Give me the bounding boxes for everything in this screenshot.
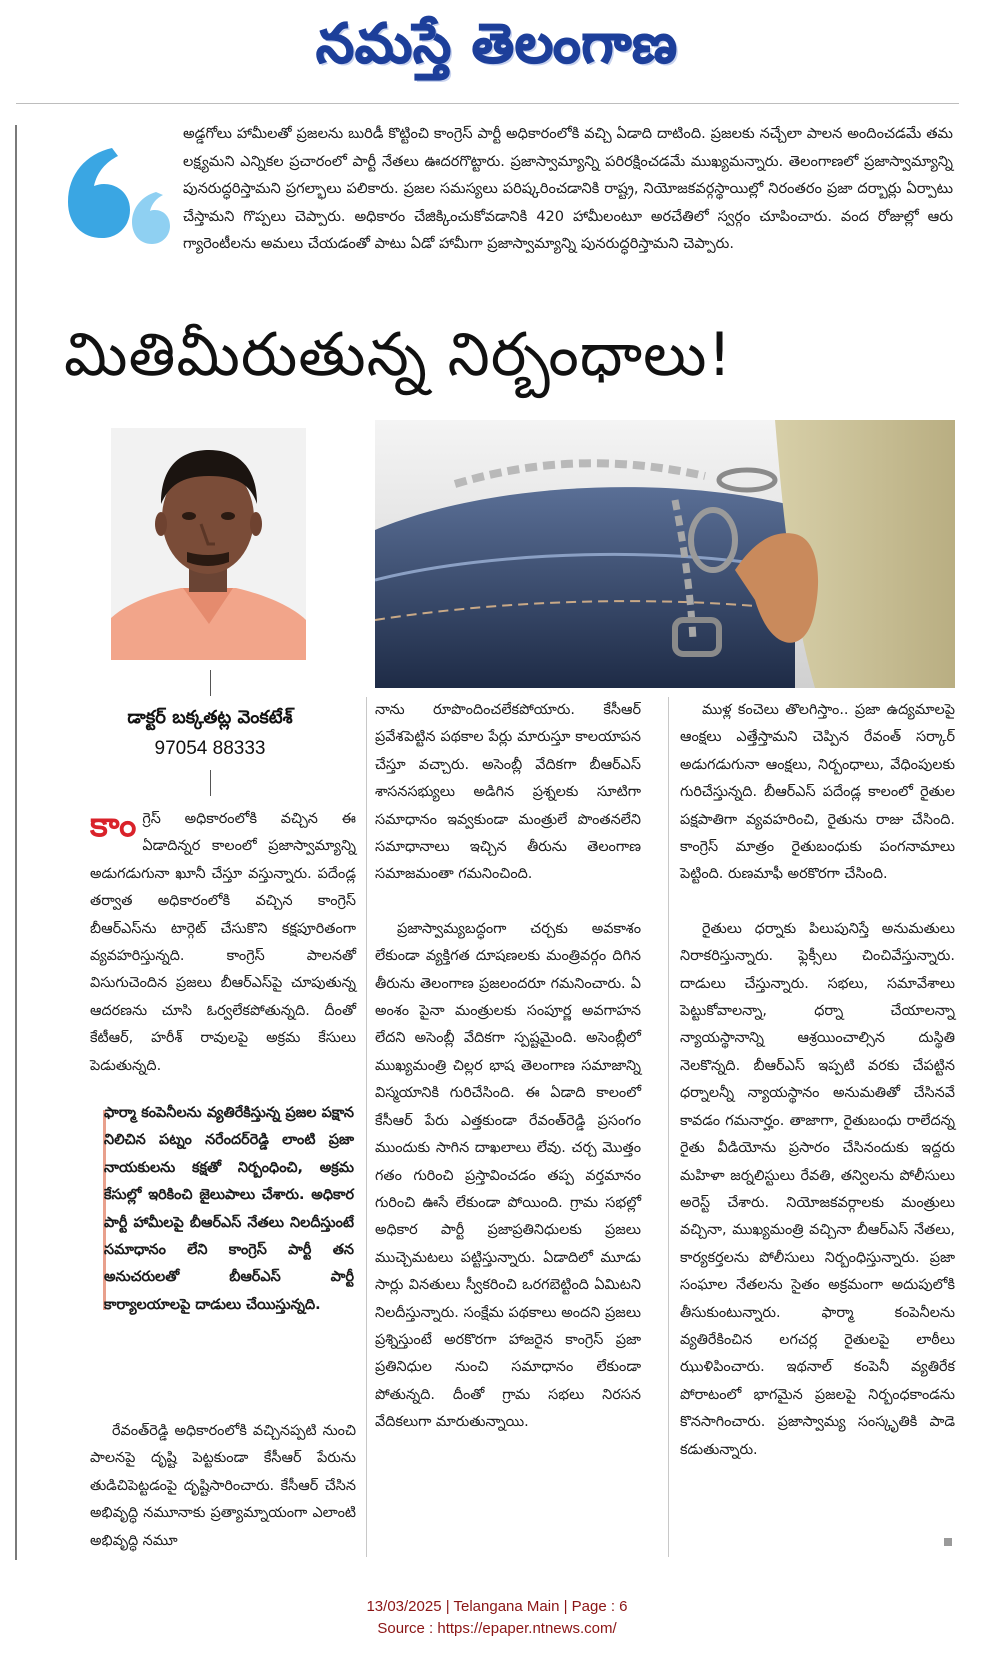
article-headline: మితిమీరుతున్న నిర్బంధాలు!: [64, 320, 733, 390]
author-divider: [210, 670, 211, 696]
column-divider: [668, 697, 669, 1557]
author-phone: 97054 88333: [154, 738, 266, 759]
article-intro: అడ్డగోలు హామీలతో ప్రజలను బురిడీ కొట్టించి కాంగ్రెస్ పార్టీ అధికారంలోకి వచ్చి ఏడాది దాటింది. ప్రజలకు నచ్చేలా పాలన అందించడమే తమ లక్ష్యమని ఎన్నికల ప్రచారంలో పార్టీ నేతలు ఊదరగొట్టారు. ప్రజాస్వామ్యాన్ని పరిరక్షించడమే ముఖ్యమన్నారు. తెలంగాణలో ప్రజాస్వామ్యాన్ని పునరుద్ధరిస్తామని ప్రగల్భాలు పలికారు. ప్రజల సమస్యలు పరిష్కరించడానికి రాష్ట్ర, నియోజకవర్గస్థాయిల్లో నిరంతరం ప్రజా దర్బార్లు ఏర్పాటు చేస్తామని గొప్పలు చెప్పారు. అధికారం చేజిక్కించుకోవడానికి 420 హామీలంటూ అరచేతిలో స్వర్గం చూపించారు. వంద రోజుల్లో ఆరు గ్యారెంటీలను అమలు చేయడంతో పాటు ఏడో హామీగా ప్రజాస్వామ్యాన్ని పునరుద్ధరిస్తామని చెప్పారు.: [183, 125, 953, 253]
article-column-1: [90, 806, 356, 1107]
footer-edition-info: 13/03/2025 | Telangana Main | Page : 6: [366, 1598, 628, 1615]
footer-source-link[interactable]: Source : https://epaper.ntnews.com/: [377, 1620, 617, 1637]
author-name: డాక్టర్ బక్కతట్ల వెంకటేశ్: [127, 707, 293, 728]
paragraph: గ్రెస్ అధికారంలోకి వచ్చిన ఈ ఏడాదిన్నర కాలంలో ప్రజాస్వామ్యాన్ని అడుగడుగునా ఖూనీ చేస్తూ వస్తున్నారు. పదేండ్ల తర్వాత అధికారంలోకి వచ్చిన కాంగ్రెస్ బీఆర్‌ఎస్‌ను టార్గెట్ చేసుకొని కక్షపూరితంగా వ్యవహరిస్తున్నది. కాంగ్రెస్ పాలనతో విసుగుచెందిన ప్రజలు బీఆర్‌ఎస్‌పై చూపుతున్న ఆదరణను చూసి ఓర్వలేకపోతున్నది. దీంతో కేటీఆర్, హరీశ్ రావులపై అక్రమ కేసులు పెడుతున్నది.: [90, 811, 356, 1074]
paragraph: రేవంత్‌రెడ్డి అధికారంలోకి వచ్చినప్పటి నుంచి పాలనపై దృష్టి పెట్టకుండా కేసీఆర్ పేరును తుడిచిపెట్టడంపై దృష్టిసారించారు. కేసీఆర్ చేసిన అభివృద్ధి నమూనాకు ప్రత్యామ్నాయంగా ఎలాంటి అభివృద్ధి నమూ: [90, 1423, 356, 1549]
paragraph: ముళ్ల కంచెలు తొలగిస్తాం.. ప్రజా ఉద్యమాలపై ఆంక్షలు ఎత్తేస్తామని చెప్పిన రేవంత్ సర్కార్ అడుగడుగునా ఆంక్షలు, నిర్బంధాలు, వేధింపులకు గురిచేస్తున్నది. బీఆర్‌ఎస్ పదేండ్ల కాలంలో రైతుల పక్షపాతిగా వ్యవహరించి, రైతును రాజు చేసింది. కాంగ్రెస్ మాత్రం రైతుబంధుకు పంగనామాలు పెట్టింది. రుణమాఫీ అరకొరగా చేసింది.: [680, 702, 955, 883]
author-divider: [210, 770, 211, 796]
newspaper-logo: నమస్తే తెలంగాణ: [316, 12, 678, 75]
paragraph: ప్రజాస్వామ్యబద్ధంగా చర్చకు అవకాశం లేకుండా వ్యక్తిగత దూషణలకు మంత్రివర్గం దిగిన తీరును తెలంగాణ ప్రజలందరూ గమనించారు. ఏ అంశం పైనా మంత్రులకు సంపూర్ణ అవగాహన లేదని అసెంబ్లీ వేదికగా స్పష్టమైంది. అసెంబ్లీలో ముఖ్యమంత్రి చిల్లర భాష తెలంగాణ సమాజాన్ని విస్మయానికి గురిచేసింది. ఈ ఏడాది కాలంలో కేసీఆర్ పేరు ఎత్తకుండా రేవంత్‌రెడ్డి ప్రసంగం ముందుకు సాగిన దాఖలాలు లేవు. చర్చ మొత్తం గతం గురించి ప్రస్తావించడం తప్ప వర్తమానం గురించి ఊసే లేకుండా పోయింది. గ్రామ సభల్లో అధికార పార్టీ ప్రజాప్రతినిధులకు ప్రజలు ముచ్చెమటలు పట్టిస్తున్నారు. ఏడాదిలో మూడు సార్లు వినతులు స్వీకరించి ఒరగబెట్టింది ఏమిటని నిలదీస్తున్నారు. సంక్షేమ పథకాలు అందని ప్రజలు ప్రశ్నిస్తుంటే అరకొరగా హాజరైన కాంగ్రెస్ ప్రజా ప్రతినిధుల నుంచి సమాధానం లేకుండా పోతున్నది. దీంతో గ్రామ సభలు నిరసన వేదికలుగా మారుతున్నాయి.: [375, 920, 641, 1431]
article-column-3: [680, 697, 955, 1491]
quote-mark-icon: [64, 140, 174, 250]
masthead: [0, 0, 994, 104]
handcuffs-photo: [375, 420, 955, 688]
pull-quote: ఫార్మా కంపెనీలను వ్యతిరేకిస్తున్న ప్రజల పక్షాన నిలిచిన పట్నం నరేందర్‌రెడ్డి లాంటి ప్రజా నాయకులను కక్షతో నిర్బంధించి, అక్రమ కేసుల్లో ఇరికించి జైలుపాలు చేశారు. అధికార పార్టీ హామీలపై బీఆర్‌ఎస్ నేతలు నిలదీస్తుంటే సమాధానం లేని కాంగ్రెస్ పార్టీ తన అనుచరులతో బీఆర్‌ఎస్ పార్టీ కార్యాలయాలపై దాడులు చేయిస్తున్నది.: [104, 1105, 354, 1313]
masthead-divider: [16, 103, 959, 104]
article-column-1-continued: [90, 1418, 356, 1582]
author-photo: [111, 428, 306, 660]
article-column-2: [375, 697, 641, 1464]
drop-cap: కాం: [90, 805, 137, 845]
page-left-border: [15, 125, 17, 1560]
article-end-mark: [944, 1538, 952, 1546]
column-divider: [366, 697, 367, 1557]
paragraph: నాను రూపొందించలేకపోయారు. కేసీఆర్ ప్రవేశపెట్టిన పథకాల పేర్లు మారుస్తూ కాలయాపన చేస్తూ వచ్చారు. అసెంబ్లీ వేదికగా బీఆర్‌ఎస్ శాసనసభ్యులు అడిగిన ప్రశ్నలకు సూటిగా సమాధానం ఇవ్వకుండా మంత్రులే పొంతనలేని సమాధానాలు ఇచ్చిన తీరును తెలంగాణ సమాజమంతా గమనించింది.: [375, 702, 641, 883]
paragraph: రైతులు ధర్నాకు పిలుపునిస్తే అనుమతులు నిరాకరిస్తున్నారు. ఫ్లెక్సీలు చించివేస్తున్నారు. దాడులు చేస్తున్నారు. సభలు, సమావేశాలు పెట్టుకోవాలన్నా, ధర్నా చేయాలన్నా న్యాయస్థానాన్ని ఆశ్రయించాల్సిన దుస్థితి నెలకొన్నది. బీఆర్‌ఎస్ ఇప్పటి వరకు చేపట్టిన ధర్నాలన్నీ న్యాయస్థానం అనుమతితో చేసినవే కావడం గమనార్హం. తాజాగా, రైతుబంధు రాలేదన్న రైతు వీడియోను ప్రసారం చేసినందుకు ఇద్దరు మహిళా జర్నలిస్టులు రేవతి, తన్విలను పోలీసులు అరెస్ట్ చేశారు. నియోజకవర్గాలకు మంత్రులు వచ్చినా, ముఖ్యమంత్రి వచ్చినా బీఆర్‌ఎస్ నేతలు, కార్యకర్తలను పోలీసులు నిర్బంధిస్తున్నారు. ప్రజా సంఘాల నేతలను సైతం అక్రమంగా అదుపులోకి తీసుకుంటున్నారు. ఫార్మా కంపెనీలను వ్యతిరేకించిన లగచర్ల రైతులపై లాఠీలు ఝుళిపించారు. ఇథనాల్ కంపెనీ వ్యతిరేక పోరాటంలో భాగమైన ప్రజలపై నిర్బంధకాండను కొనసాగించారు. ప్రజాస్వామ్య సంస్కృతికి పాడె కడుతున్నారు.: [680, 920, 955, 1458]
